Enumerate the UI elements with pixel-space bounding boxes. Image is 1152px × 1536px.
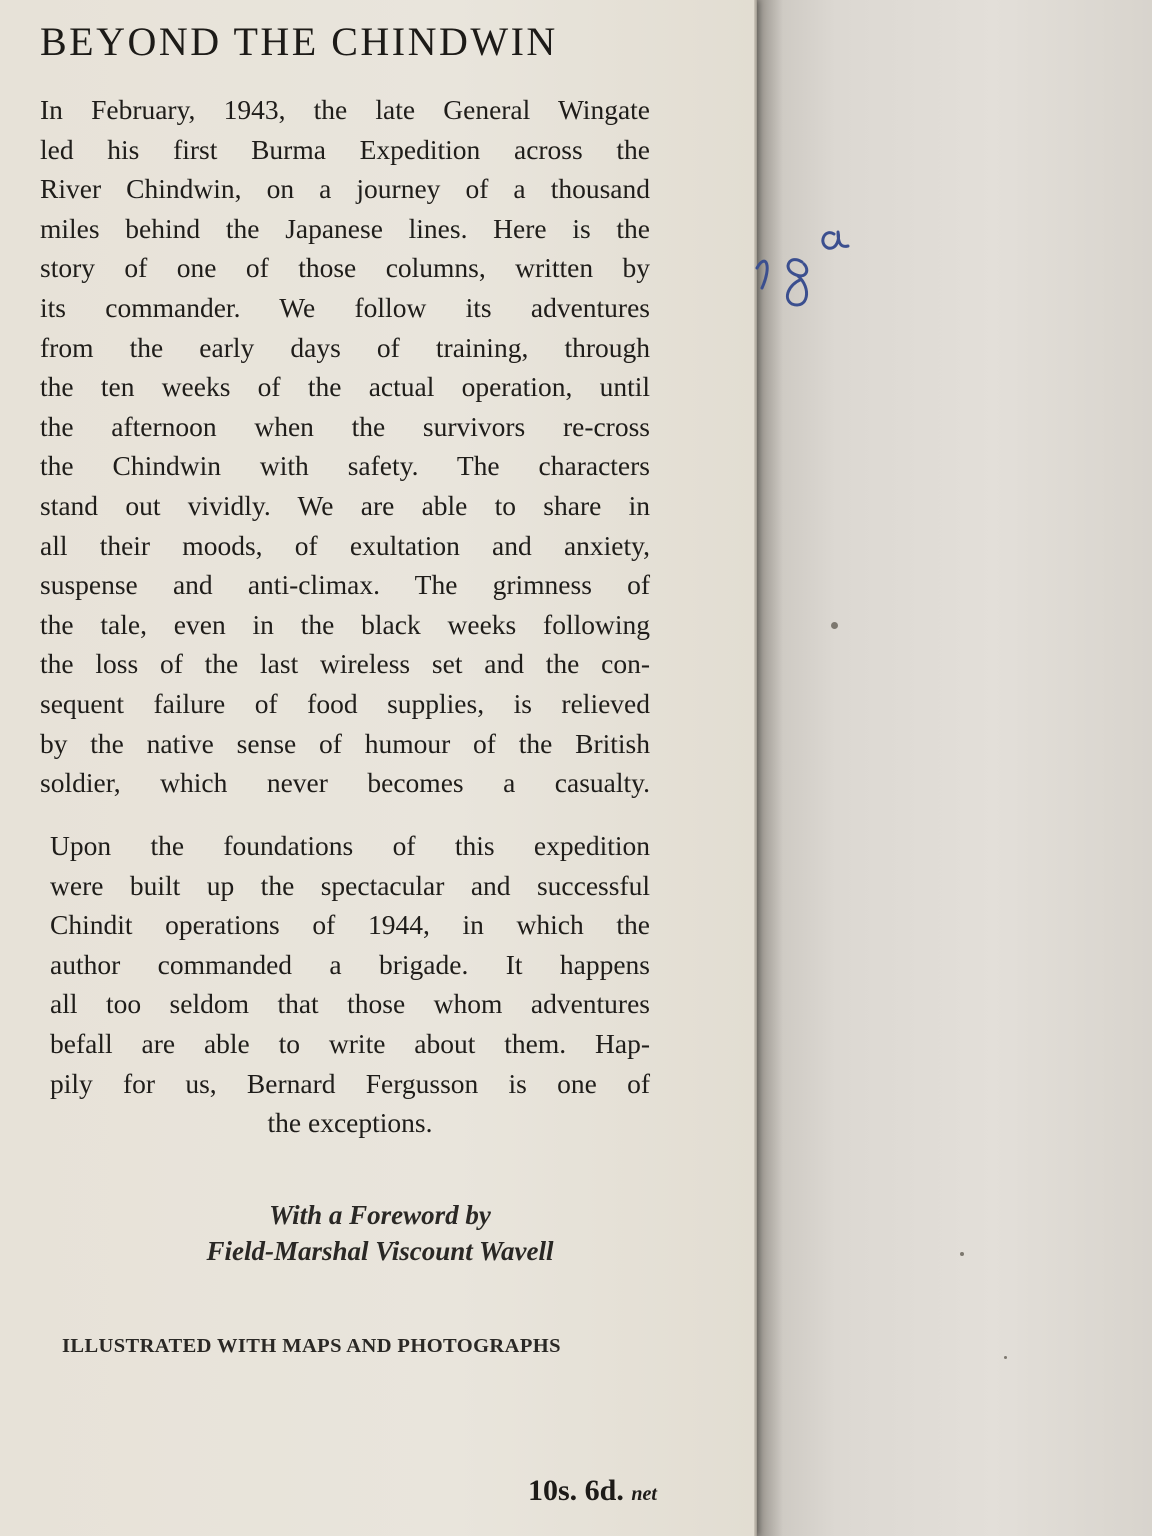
illustrated-note: ILLUSTRATED WITH MAPS AND PHOTOGRAPHS — [62, 1335, 561, 1357]
text-line: befall are able to write about them. Hap- — [50, 1027, 650, 1059]
price-label — [528, 1474, 657, 1508]
text-line: story of one of those columns, written by — [40, 252, 650, 284]
text-line: the loss of the last wireless set and the con- — [40, 648, 650, 680]
text-line: the ten weeks of the actual operation, until — [40, 371, 650, 403]
price-amount: 10s. 6d. — [528, 1474, 624, 1507]
foreword-credit-line: With a Foreword by — [269, 1200, 491, 1230]
text-line: miles behind the Japanese lines. Here is the — [40, 212, 650, 244]
blurb-paragraph-2 — [50, 826, 650, 1143]
text-line: pily for us, Bernard Fergusson is one of — [50, 1067, 650, 1099]
paper-speck — [1004, 1356, 1007, 1359]
price-suffix: net — [631, 1483, 657, 1505]
text-line: the Chindwin with safety. The characters — [40, 450, 650, 482]
text-line: its commander. We follow its adventures — [40, 291, 650, 323]
text-line: soldier, which never becomes a casualty. — [40, 767, 650, 799]
foreword-author-line: Field-Marshal Viscount Wavell — [206, 1236, 554, 1266]
text-line: River Chindwin, on a journey of a thousand — [40, 173, 650, 205]
paper-speck — [831, 622, 838, 629]
blurb-paragraph-1 — [40, 90, 650, 803]
text-line: the afternoon when the survivors re-cross — [40, 410, 650, 442]
text-line: the exceptions. — [267, 1107, 433, 1139]
text-line: Upon the foundations of this expedition — [50, 830, 650, 861]
text-line: from the early days of training, through — [40, 331, 650, 363]
text-line: were built up the spectacular and successful — [50, 869, 650, 901]
handwritten-mark-icon — [752, 218, 862, 328]
text-line: all their moods, of exultation and anxiety, — [40, 529, 650, 561]
text-line: led his first Burma Expedition across the — [40, 133, 650, 165]
book-title: BEYOND THE CHINDWIN — [40, 19, 558, 64]
text-line: author commanded a brigade. It happens — [50, 948, 650, 980]
text-line: all too seldom that those whom adventures — [50, 988, 650, 1020]
text-line: sequent failure of food supplies, is relieved — [40, 687, 650, 719]
text-line: In February, 1943, the late General Wingate — [40, 94, 650, 125]
text-line: the tale, even in the black weeks following — [40, 608, 650, 640]
paper-speck — [960, 1252, 964, 1256]
handwriting-strokes — [757, 232, 848, 305]
text-line: suspense and anti-climax. The grimness of — [40, 569, 650, 601]
text-line: by the native sense of humour of the British — [40, 727, 650, 759]
text-line: Chindit operations of 1944, in which the — [50, 909, 650, 941]
text-line: stand out vividly. We are able to share in — [40, 489, 650, 521]
